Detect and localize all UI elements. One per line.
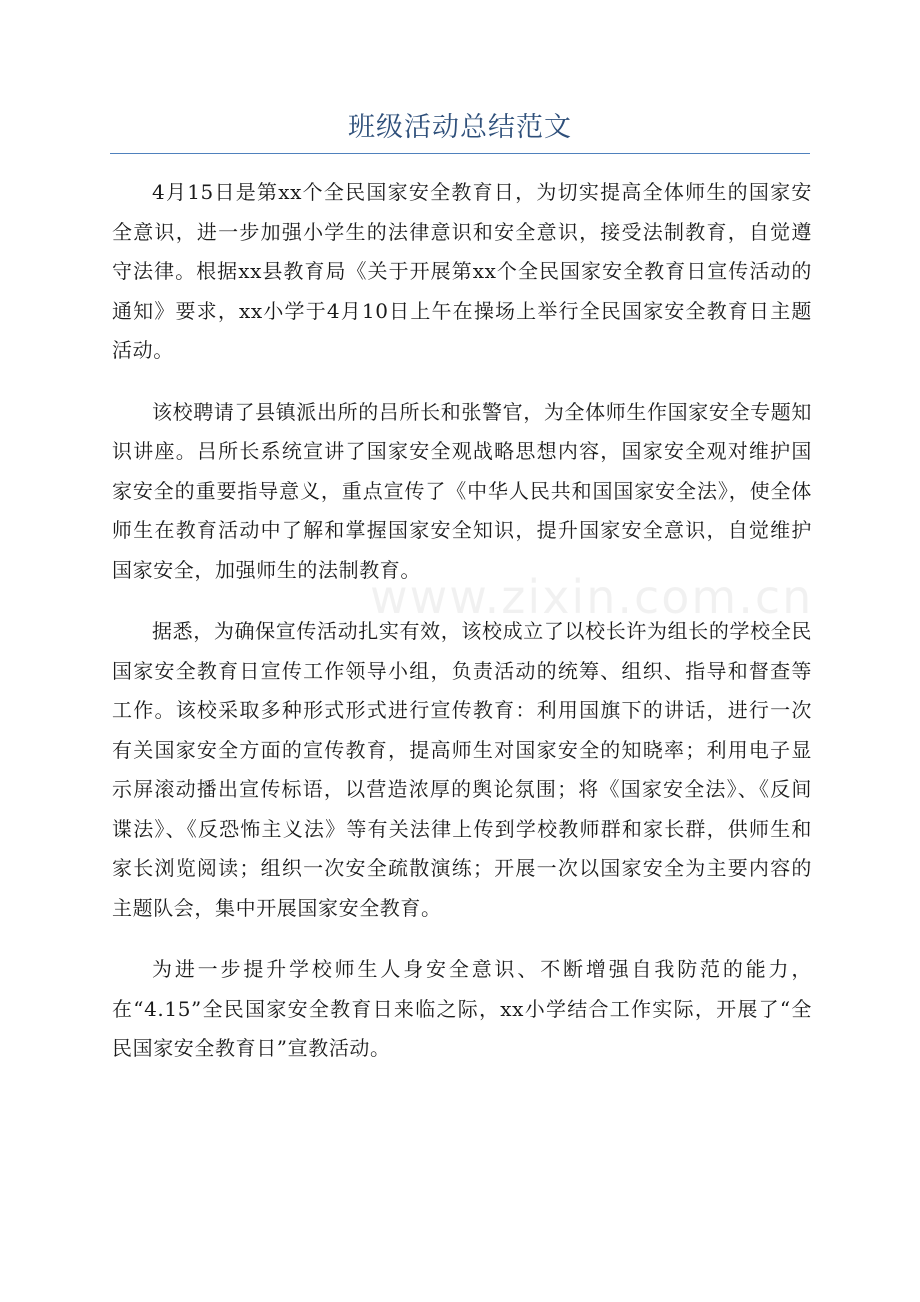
document-body: [112, 173, 812, 1091]
document-title: 班级活动总结范文: [348, 112, 572, 143]
paragraph-2: 该校聘请了县镇派出所的吕所长和张警官，为全体师生作国家安全专题知识讲座。吕所长系统宣讲了国家安全观战略思想内容，国家安全观对维护国家安全的重要指导意义，重点宣传了《中华人民共和国国家安全法》，使全体师生在教育活动中了解和掌握国家安全知识，提升国家安全意识，自觉维护国家安全，加强师生的法制教育。: [112, 399, 812, 582]
title-underline: [110, 153, 810, 154]
paragraph-3: 据悉，为确保宣传活动扎实有效，该校成立了以校长许为组长的学校全民国家安全教育日宣传工作领导小组，负责活动的统筹、组织、指导和督查等工作。该校采取多种形式形式进行宣传教育：利用国旗下的讲话，进行一次有关国家安全方面的宣传教育，提高师生对国家安全的知晓率；利用电子显示屏滚动播出宣传标语，以营造浓厚的舆论氛围；将《国家安全法》、《反间谍法》、《反恐怖主义法》等有关法律上传到学校教师群和家长群，供师生和家长浏览阅读；组织一次安全疏散演练；开展一次以国家安全为主要内容的主题队会，集中开展国家安全教育。: [112, 619, 812, 920]
watermark-text: www.zixin.com.cn: [370, 570, 814, 624]
paragraph-4: 为进一步提升学校师生人身安全意识、不断增强自我防范的能力，在“4.15”全民国家安全教育日来临之际，xx小学结合工作实际，开展了“全民国家安全教育日”宣教活动。: [112, 957, 812, 1060]
paragraph-1: 4月15日是第xx个全民国家安全教育日，为切实提高全体师生的国家安全意识，进一步加强小学生的法律意识和安全意识，接受法制教育，自觉遵守法律。根据xx县教育局《关于开展第xx个全民国家安全教育日宣传活动的通知》要求，xx小学于4月10日上午在操场上举行全民国家安全教育日主题活动。: [112, 180, 812, 362]
